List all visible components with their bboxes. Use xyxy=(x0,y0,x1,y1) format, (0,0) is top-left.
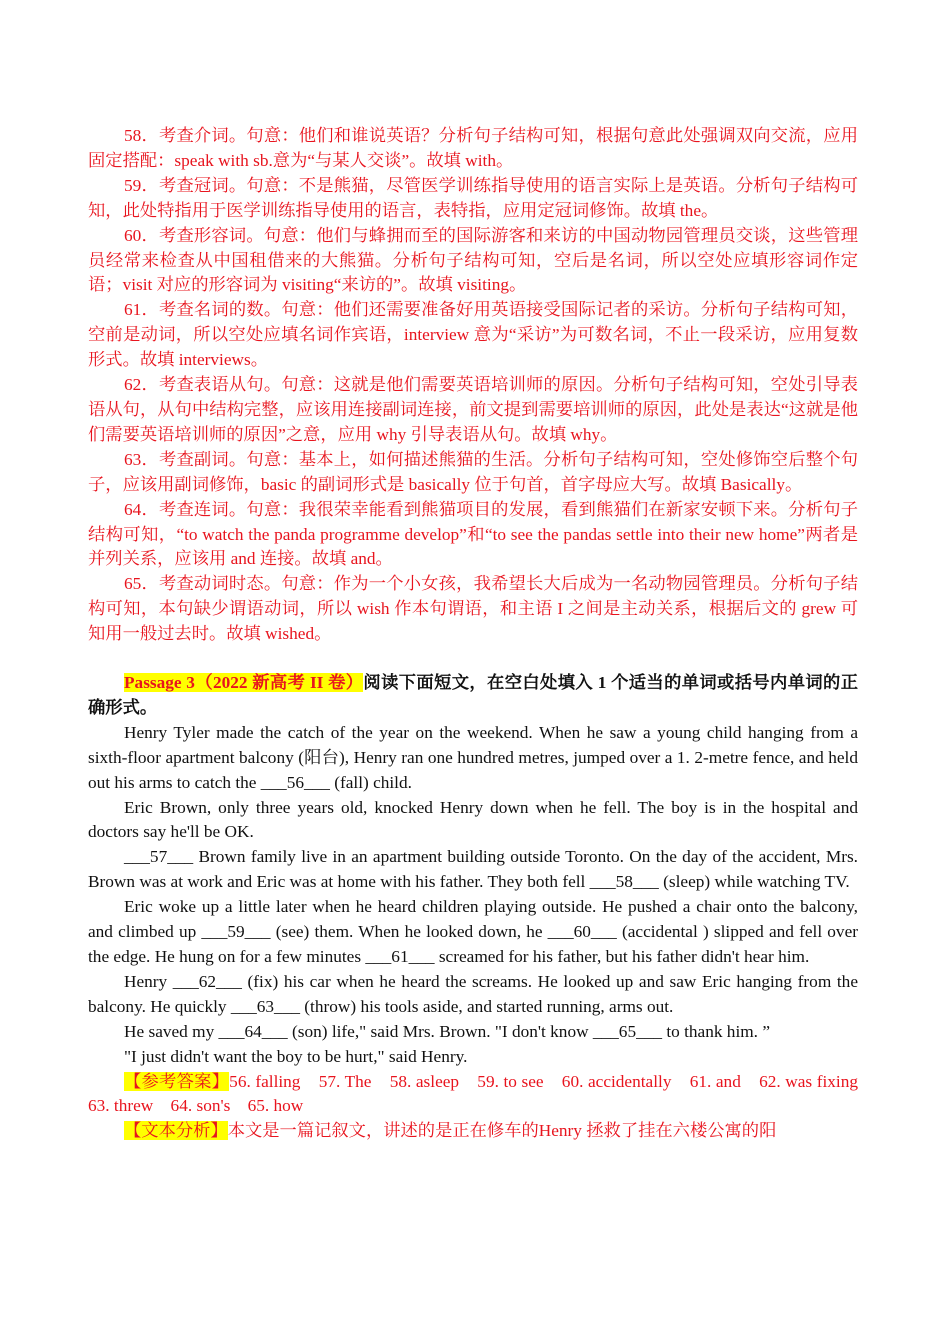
passage-paragraph-7: "I just didn't want the boy to be hurt," said Henry. xyxy=(124,1046,468,1066)
text-analysis xyxy=(88,1119,858,1144)
explanation-64: 64．考查连词。句意：我很荣幸能看到熊猫项目的发展，看到熊猫们在新家安顿下来。分析句子结构可知，“to watch the panda programme develop”和“to see the pandas settle into their new home”两者是并列关系，应该用 and 连接。故填 and。 xyxy=(88,499,858,569)
passage-heading xyxy=(88,671,858,721)
passage-paragraph-2: Eric Brown, only three years old, knocked Henry down when he fell. The boy is in the hospital and doctors say he'll be OK. xyxy=(88,797,858,842)
answer-text: 56. falling 57. The 58. asleep 59. to see 60. accidentally 61. and 62. was fixing 63. threw 64. son's 65. how xyxy=(88,1071,876,1116)
explanation-65: 65．考查动词时态。句意：作为一个小女孩，我希望长大后成为一名动物园管理员。分析句子结构可知，本句缺少谓语动词，所以 wish 作本句谓语，和主语 I 之间是主动关系，根据后文的 grew 可知用一般过去时。故填 wished。 xyxy=(88,574,858,644)
passage-paragraph-3: ___57___ Brown family live in an apartment building outside Toronto. On the day of the accident, Mrs. Brown was at work and Eric was at home with his father. They both fell ___58___ (sleep) while watching TV. xyxy=(88,847,858,892)
analysis-label: 【文本分析】 xyxy=(124,1121,228,1141)
explanation-63: 63．考查副词。句意：基本上，如何描述熊猫的生活。分析句子结构可知，空处修饰空后整个句子，应该用副词修饰，basic 的副词形式是 basically 位于句首，首字母应大写。故填 Basically。 xyxy=(88,449,858,494)
passage-instruction: 阅读下面短文，在空白处填入 1 个适当的单词或括号内单词的正确形式。 xyxy=(88,673,858,717)
answer-label: 【参考答案】 xyxy=(124,1071,230,1091)
document-page xyxy=(88,124,876,1144)
explanation-58: 58．考查介词。句意：他们和谁说英语？分析句子结构可知，根据句意此处强调双向交流，应用固定搭配：speak with sb.意为“与某人交谈”。故填 with。 xyxy=(88,126,858,170)
section-spacer xyxy=(88,647,858,671)
passage-paragraph-1: Henry Tyler made the catch of the year on the weekend. When he saw a young child hanging from a sixth-floor apartment balcony (阳台), Henry ran one hundred metres, jumped over a 1. 2-metre fence, and held out his arms to catch the ___56___ (fall) child. xyxy=(88,722,858,792)
explanation-62: 62．考查表语从句。句意：这就是他们需要英语培训师的原因。分析句子结构可知，空处引导表语从句，从句中结构完整，应该用连接副词连接，前文提到需要培训师的原因，此处是表达“这就是他们需要英语培训师的原因”之意，应用 why 引导表语从句。故填 why。 xyxy=(88,375,858,444)
answer-key xyxy=(88,1070,876,1120)
explanation-60: 60．考查形容词。句意：他们与蜂拥而至的国际游客和来访的中国动物园管理员交谈，这些管理员经常来检查从中国租借来的大熊猫。分析句子结构可知，空后是名词，所以空处应填形容词作定语；visit 对应的形容词为 visiting“来访的”。故填 visiting。 xyxy=(88,225,858,295)
analysis-text: 本文是一篇记叙文，讲述的是正在修车的Henry 拯救了挂在六楼公寓的阳 xyxy=(227,1121,777,1141)
passage-label: Passage 3（2022 新高考 II 卷） xyxy=(124,673,364,693)
explanation-59: 59．考查冠词。句意：不是熊猫，尽管医学训练指导使用的语言实际上是英语。分析句子结构可知，此处特指用于医学训练指导使用的语言，表特指，应用定冠词修饰。故填 the。 xyxy=(88,175,858,220)
passage-paragraph-5: Henry ___62___ (fix) his car when he heard the screams. He looked up and saw Eric hanging from the balcony. He quickly ___63___ (throw) his tools aside, and started running, arms out. xyxy=(88,971,858,1016)
explanation-61: 61．考查名词的数。句意：他们还需要准备好用英语接受国际记者的采访。分析句子结构可知，空前是动词，所以空处应填名词作宾语，interview 意为“采访”为可数名词，不止一段采访，应用复数形式。故填 interviews。 xyxy=(88,300,858,370)
passage-paragraph-6: He saved my ___64___ (son) life," said Mrs. Brown. "I don't know ___65___ to thank him. ” xyxy=(124,1021,770,1041)
passage-paragraph-4: Eric woke up a little later when he heard children playing outside. He pushed a chair onto the balcony, and climbed up ___59___ (see) them. When he looked down, he ___60___ (accidental ) slipped and fell over the edge. He hung on for a few minutes ___61___ screamed for his father, but his father didn't hear him. xyxy=(88,897,858,966)
